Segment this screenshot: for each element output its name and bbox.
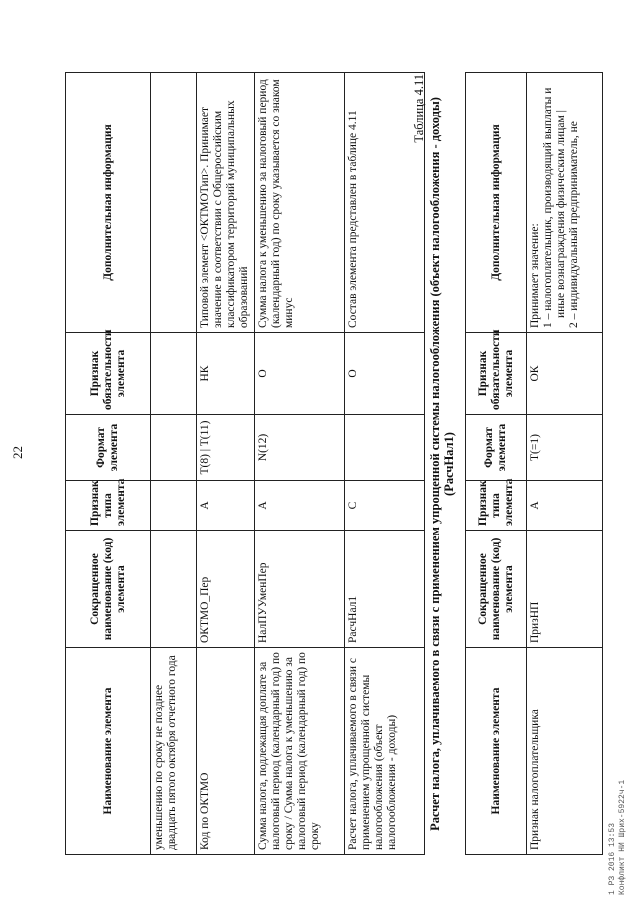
table-row [151, 73, 197, 855]
header-additional-info: Дополнительная информация [466, 73, 527, 333]
cell-format: N(12) [255, 415, 345, 481]
cell-code [151, 531, 197, 648]
cell-type [151, 481, 197, 531]
margin-stamp-line: Конфликт НИ Шрих-5922ч-1 [618, 779, 627, 895]
cell-code: РасчНал1 [345, 531, 425, 648]
cell-required [151, 333, 197, 415]
header-additional-info: Дополнительная информация [66, 73, 151, 333]
cell-info [527, 73, 603, 333]
cell-name: уменьшению по сроку не позднее двадцать пятого октября отчетного года [151, 648, 197, 855]
table-caption: Расчет налога, уплачиваемого в связи с применением упрощенной системы налогообложения (объект налогообложения - доходы) (РасчНал1) [428, 97, 456, 831]
cell-info [151, 73, 197, 333]
header-element-name: Наименование элемента [466, 648, 527, 855]
cell-format [345, 415, 425, 481]
header-element-required: Признак обязательности элемента [466, 333, 527, 415]
page-number: 22 [10, 446, 25, 459]
header-element-type: Признак типа элемента [66, 481, 151, 531]
table-number: Таблица 4.11 [412, 74, 426, 143]
info-line: 1 – налогоплательщик, производящий выплаты и иные вознаграждения физическим лицам | [542, 87, 567, 328]
cell-info: Состав элемента представлен в таблице 4.11 [345, 73, 425, 333]
cell-required: О [345, 333, 425, 415]
cell-type: А [255, 481, 345, 531]
table-row [345, 73, 425, 855]
header-element-type: Признак типа элемента [466, 481, 527, 531]
cell-required: ОК [527, 333, 603, 415]
cell-format: T(=1) [527, 415, 603, 481]
header-element-name: Наименование элемента [66, 648, 151, 855]
table-row [197, 73, 255, 855]
table-row [527, 73, 603, 855]
cell-type: А [527, 481, 603, 531]
cell-name: Сумма налога, подлежащая доплате за налоговый период (календарный год) по сроку / Сумма налога к уменьшению за налоговый период (календарный год) по сроку [255, 648, 345, 855]
cell-name: Код по ОКТМО [197, 648, 255, 855]
elements-table-continued [65, 72, 425, 855]
cell-code: ОКТМО_Пер [197, 531, 255, 648]
cell-type: А [197, 481, 255, 531]
cell-info: Сумма налога к уменьшению за налоговый период (календарный год) по сроку указывается со знаком минус [255, 73, 345, 333]
header-element-code: Сокращенное наименование (код) элемента [466, 531, 527, 648]
cell-code: ПризНП [527, 531, 603, 648]
margin-stamp [608, 780, 628, 895]
header-element-required: Признак обязательности элемента [66, 333, 151, 415]
cell-code: НалПУУменПер [255, 531, 345, 648]
cell-info: Типовой элемент <ОКТМОТип>. Принимает значение в соответствии с Общероссийским классификатором территорий муниципальных образований [197, 73, 255, 333]
header-element-code: Сокращенное наименование (код) элемента [66, 531, 151, 648]
table-header-row [466, 73, 527, 855]
cell-required: О [255, 333, 345, 415]
header-element-format: Формат элемента [466, 415, 527, 481]
cell-name: Признак налогоплательщика [527, 648, 603, 855]
cell-format: T(8) | T(11) [197, 415, 255, 481]
margin-stamp-line: 1 РЗ 2016 13:53 [608, 822, 617, 895]
tax-calculation-table [465, 72, 603, 855]
cell-required: НК [197, 333, 255, 415]
header-element-format: Формат элемента [66, 415, 151, 481]
cell-format [151, 415, 197, 481]
cell-name: Расчет налога, уплачиваемого в связи с применением упрощенной системы налогообложения (объект налогообложения - доходы) [345, 648, 425, 855]
info-line: 2 – индивидуальный предприниматель, не [568, 121, 580, 328]
table-row [255, 73, 345, 855]
info-line: Принимает значение: [529, 223, 541, 328]
cell-type: С [345, 481, 425, 531]
table-header-row [66, 73, 151, 855]
